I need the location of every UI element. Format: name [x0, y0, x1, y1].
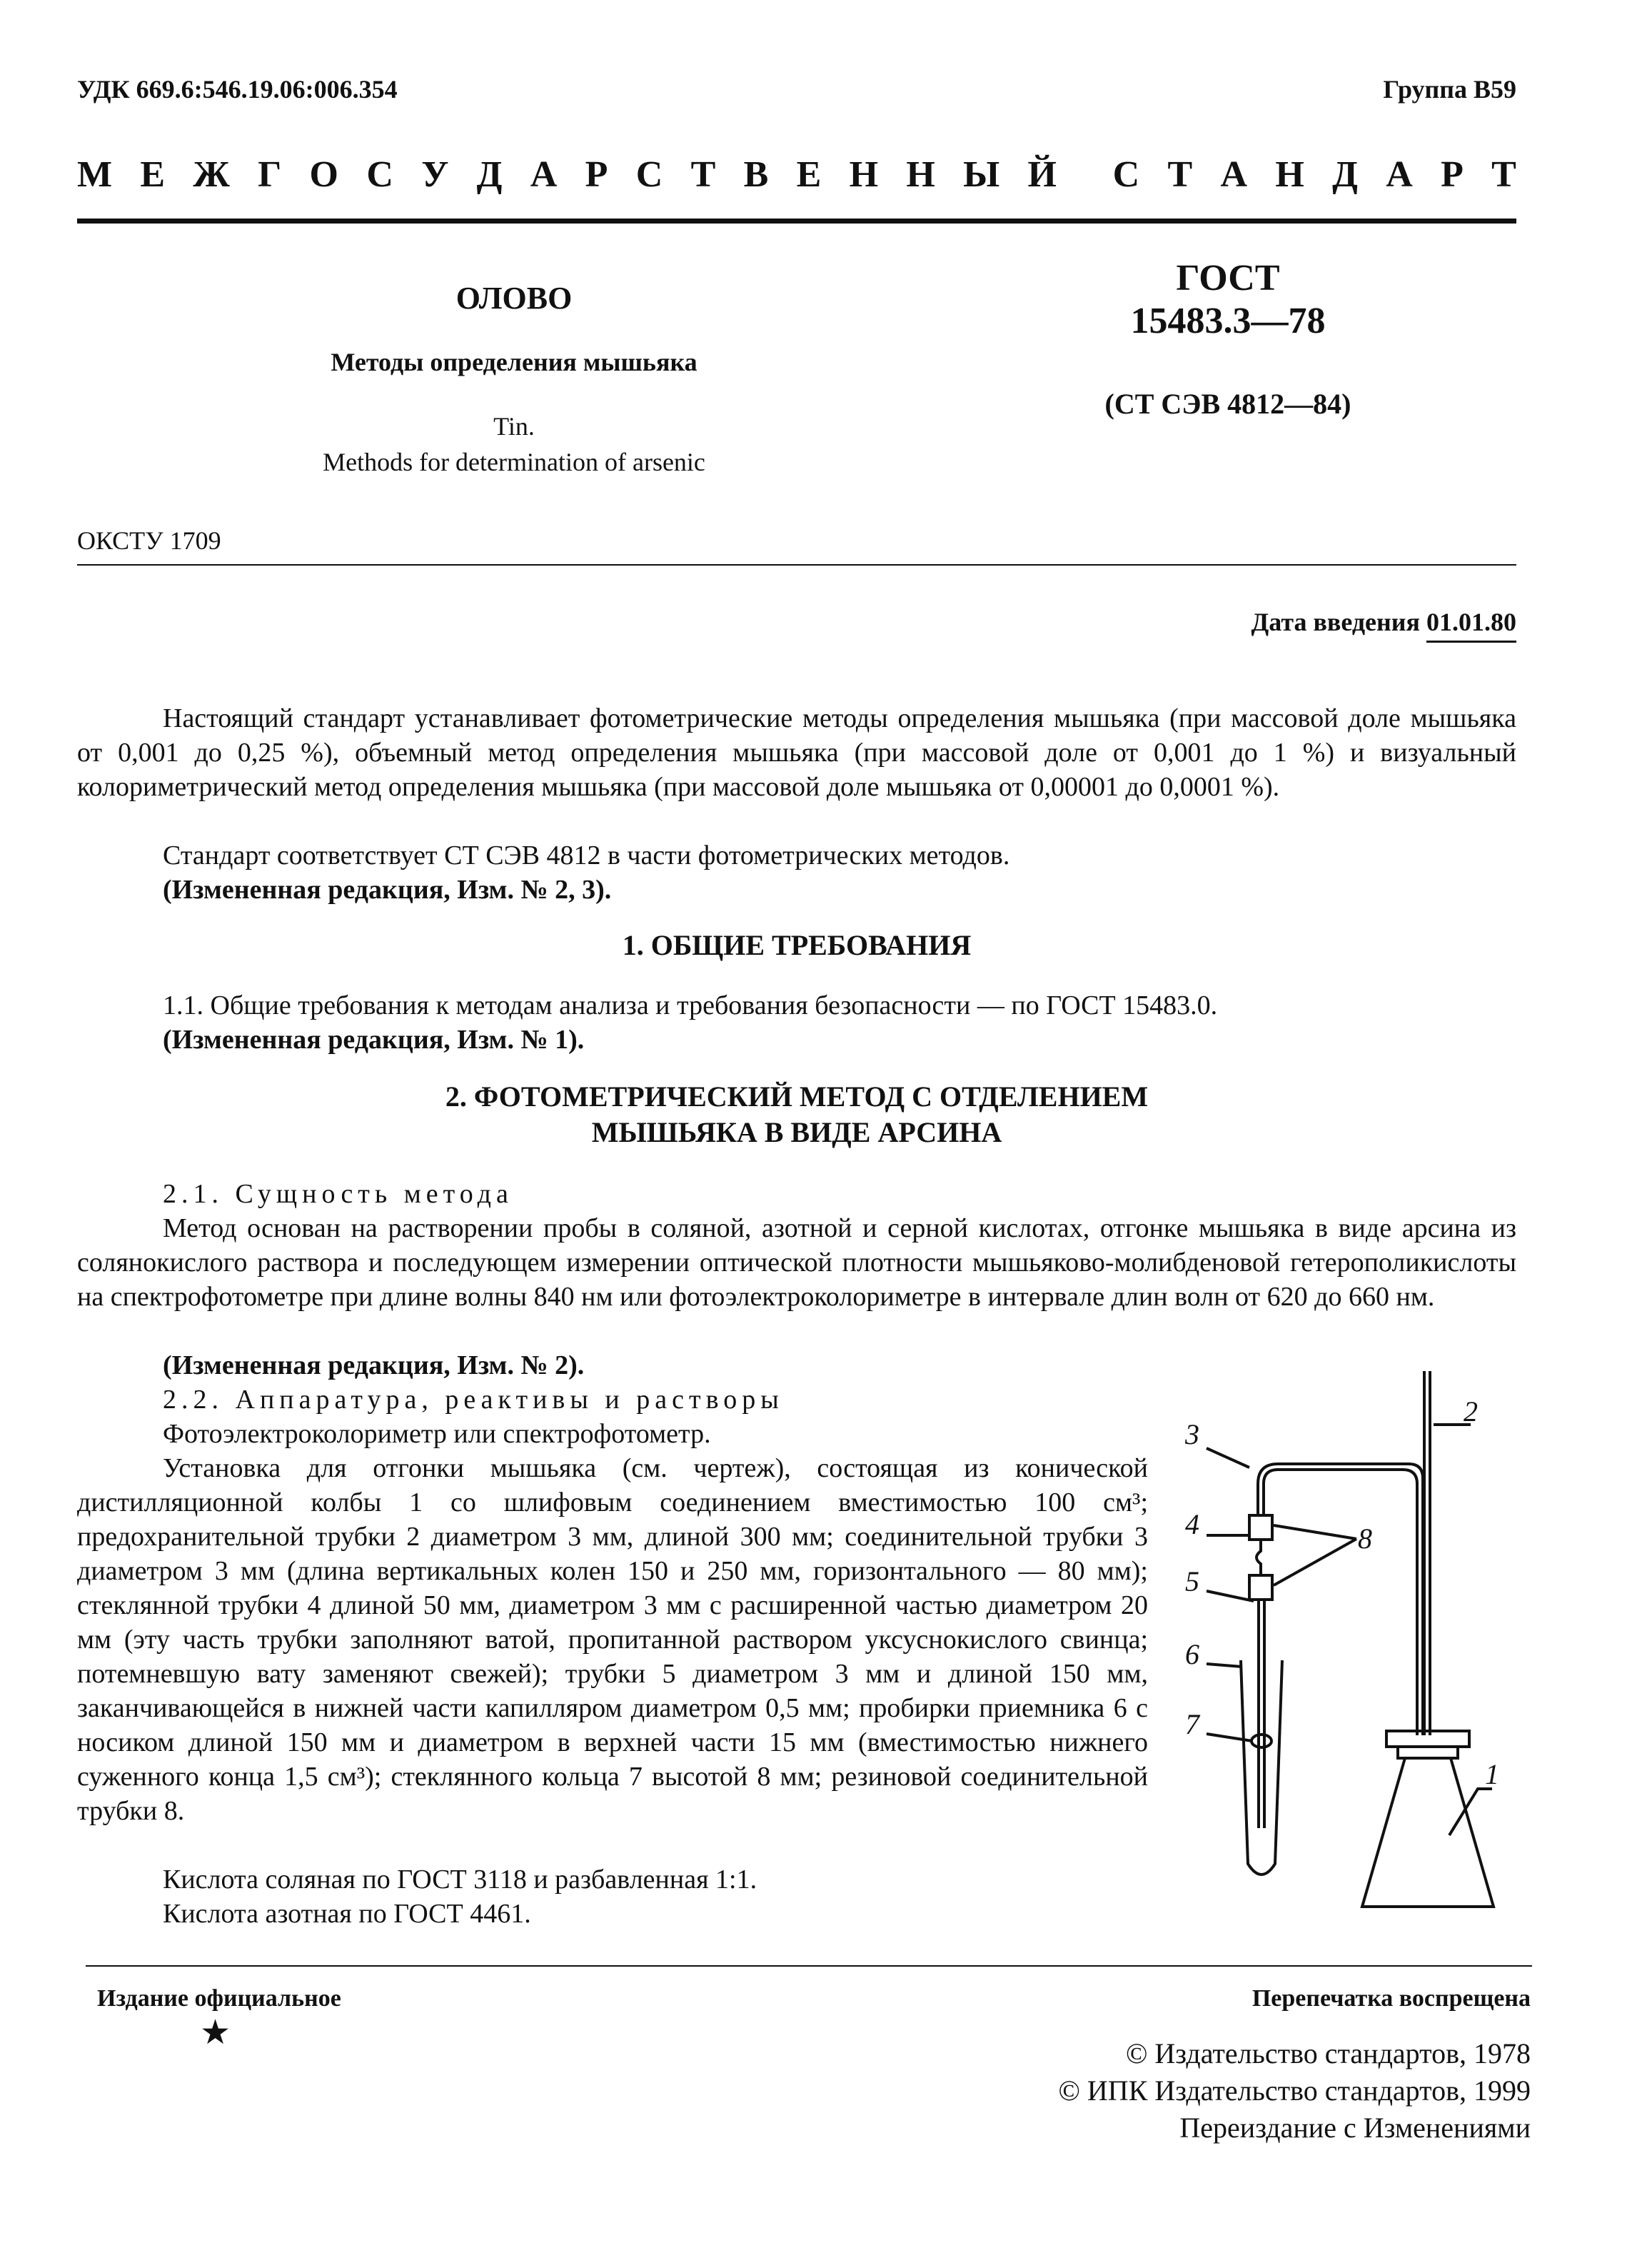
- apparatus-drawing: [1178, 1364, 1521, 1957]
- flask-stopper: [1386, 1731, 1469, 1747]
- connecting-tube-3: [1264, 1470, 1417, 1735]
- glass-ring-7: [1251, 1735, 1271, 1747]
- gost-label: ГОСТ: [1176, 258, 1280, 298]
- banner-letter: М: [77, 154, 113, 195]
- banner-letter: А: [1386, 154, 1413, 195]
- intro-paragraph: Настоящий стандарт устанавливает фотометрические методы определения мышьяка (при массовой доле мышьяка от 0,001 до 0,25 %), объемный метод определения мышьяка (при массовой доле от 0,001 до 1 %) и визуальный колориметрический метод определения мышьяка (при массовой доле мышьяка от 0,00001 до 0,0001 %).: [77, 703, 1516, 802]
- star-icon: ★: [200, 2014, 231, 2052]
- document-title: ОЛОВО: [455, 281, 573, 316]
- banner-letter: С: [366, 154, 393, 195]
- leader-3: [1207, 1448, 1249, 1467]
- equipment-photometer: Фотоэлектроколориметр или спектрофотометр.: [163, 1419, 711, 1449]
- banner-letter: О: [309, 154, 338, 195]
- english-subtitle: Methods for determination of arsenic: [323, 448, 705, 476]
- date-value: 01.01.80: [1426, 608, 1516, 643]
- date-label: Дата введения: [1251, 608, 1420, 636]
- edit-note-2: (Измененная редакция, Изм. № 1).: [163, 1025, 585, 1055]
- gost-designation: [1071, 257, 1385, 343]
- clause-2-1-text: Метод основан на растворении пробы в соляной, азотной и серной кислотах, отгонке мышьяка в виде арсина из солянокислого раствора и последующем измерении оптической плотности мышьяково-молибденовой гетерополикислоты на спектрофотометре при длине волны 840 нм или фотоэлектроколориметре в интервале длин волн от 620 до 660 нм.: [77, 1213, 1516, 1312]
- edit-note-1: (Измененная редакция, Изм. № 2, 3).: [163, 875, 612, 905]
- group-code: Группа В59: [1383, 75, 1516, 104]
- label-4: 4: [1185, 1508, 1199, 1540]
- banner-letter: Д: [1332, 154, 1358, 195]
- label-7: 7: [1185, 1708, 1199, 1740]
- effective-date: [1251, 607, 1517, 637]
- label-3: 3: [1185, 1418, 1199, 1450]
- copyright-1978: © Издательство стандартов, 1978: [1125, 2037, 1531, 2069]
- okstu-code: ОКСТУ 1709: [77, 526, 221, 555]
- banner-letter: А: [530, 154, 558, 195]
- receiver-tube-6: [1241, 1660, 1282, 1875]
- banner-letter: Ы: [963, 154, 1000, 195]
- conformity-paragraph: Стандарт соответствует СТ СЭВ 4812 в части фотометрических методов.: [163, 841, 1010, 870]
- banner-letter: Е: [140, 154, 166, 195]
- label-1: 1: [1485, 1758, 1499, 1790]
- leader-6: [1207, 1664, 1242, 1667]
- banner-letter: С: [635, 154, 663, 195]
- label-2: 2: [1464, 1395, 1478, 1427]
- banner-letter: Т: [690, 154, 716, 195]
- connecting-tube-3-wall: [1258, 1464, 1423, 1735]
- banner-letter: Р: [585, 154, 608, 195]
- banner-letter: Н: [906, 154, 935, 195]
- glass-tube-4: [1256, 1540, 1261, 1575]
- flask-1-body: [1362, 1758, 1494, 1907]
- banner-letter: Н: [849, 154, 879, 195]
- banner-letter: А: [1220, 154, 1248, 195]
- section-2-heading-line1: 2. ФОТОМЕТРИЧЕСКИЙ МЕТОД С ОТДЕЛЕНИЕМ: [445, 1080, 1149, 1113]
- clause-2-1-title: 2.1. Сущность метода: [163, 1179, 513, 1209]
- banner-letter: Й: [1027, 154, 1057, 195]
- clause-2-2-title: 2.2. Аппаратура, реактивы и растворы: [163, 1385, 784, 1415]
- banner-letter: Ж: [193, 154, 230, 195]
- label-5: 5: [1185, 1565, 1199, 1597]
- leader-8a: [1274, 1525, 1356, 1539]
- banner-letter: Д: [476, 154, 503, 195]
- banner-letter: Т: [1491, 154, 1516, 195]
- section-2-heading-line2: МЫШЬЯКА В ВИДЕ АРСИНА: [591, 1116, 1002, 1148]
- udk-code: УДК 669.6:546.19.06:006.354: [77, 75, 398, 104]
- footer-rule: [86, 1965, 1532, 1967]
- leader-5: [1207, 1591, 1254, 1601]
- st-sev-number: (СТ СЭВ 4812—84): [1104, 388, 1351, 420]
- banner-letter: У: [421, 154, 449, 195]
- banner-letter: В: [743, 154, 769, 195]
- rubber-joint-8-top: [1249, 1515, 1272, 1540]
- english-title: Tin.: [493, 412, 535, 441]
- banner-rule: [77, 219, 1516, 224]
- official-edition: Издание официальное: [97, 1985, 341, 2012]
- leader-7: [1207, 1734, 1252, 1741]
- rubber-joint-8-bottom: [1249, 1575, 1272, 1600]
- banner-letter: Р: [1441, 154, 1464, 195]
- banner-letter: С: [1112, 154, 1140, 195]
- document-subtitle: Методы определения мышьяка: [331, 348, 697, 376]
- banner-letter: Г: [258, 154, 282, 195]
- section-1-heading: 1. ОБЩИЕ ТРЕБОВАНИЯ: [622, 929, 972, 961]
- reprint-prohibited: Перепечатка воспрещена: [1251, 1985, 1531, 2012]
- reagent-hydrochloric-acid: Кислота соляная по ГОСТ 3118 и разбавленная 1:1.: [163, 1865, 757, 1895]
- label-8: 8: [1358, 1522, 1372, 1555]
- flask-neck: [1398, 1747, 1458, 1758]
- clause-1-1: 1.1. Общие требования к методам анализа и требования безопасности — по ГОСТ 15483.0.: [163, 990, 1218, 1020]
- reagent-nitric-acid: Кислота азотная по ГОСТ 4461.: [163, 1899, 531, 1929]
- distillation-apparatus-figure: [1178, 1364, 1521, 1957]
- copyright-1999: © ИПК Издательство стандартов, 1999: [1058, 2074, 1531, 2107]
- banner-letter: Е: [796, 154, 822, 195]
- banner-letter: Т: [1167, 154, 1193, 195]
- title-rule: [77, 564, 1516, 566]
- gost-number: 15483.3—78: [1130, 301, 1326, 341]
- leader-8b: [1274, 1539, 1356, 1585]
- standard-banner: [77, 154, 1516, 196]
- reissue-note: Переиздание с Изменениями: [1179, 2112, 1531, 2144]
- edit-note-3: (Измененная редакция, Изм. № 2).: [163, 1350, 585, 1380]
- equipment-setup-description: Установка для отгонки мышьяка (см. чертеж), состоящая из конической дистилляционной колбы 1 со шлифовым соединением вместимостью 100 см³; предохранительной трубки 2 диаметром 3 мм, длиной 300 мм; соединительной трубки 3 диаметром 3 мм (длина вертикальных колен 150 и 250 мм, горизонтального — 80 мм); стеклянной трубки 4 длиной 50 мм, диаметром 3 мм с расширенной частью диаметром 20 мм (эту часть трубки заполняют ватой, пропитанной раствором уксуснокислого свинца; потемневшую вату заменяют свежей); трубки 5 диаметром 3 мм и длиной 150 мм, заканчивающейся в нижней части капилляром диаметром 0,5 мм; пробирки приемника 6 с носиком длиной 150 мм и диаметром в верхней части 15 мм (вместимостью нижнего суженного конца 1,5 см³); стеклянного кольца 7 высотой 8 мм; резиновой соединительной трубки 8.: [77, 1453, 1148, 1826]
- banner-letter: Н: [1275, 154, 1304, 195]
- label-6: 6: [1185, 1638, 1199, 1670]
